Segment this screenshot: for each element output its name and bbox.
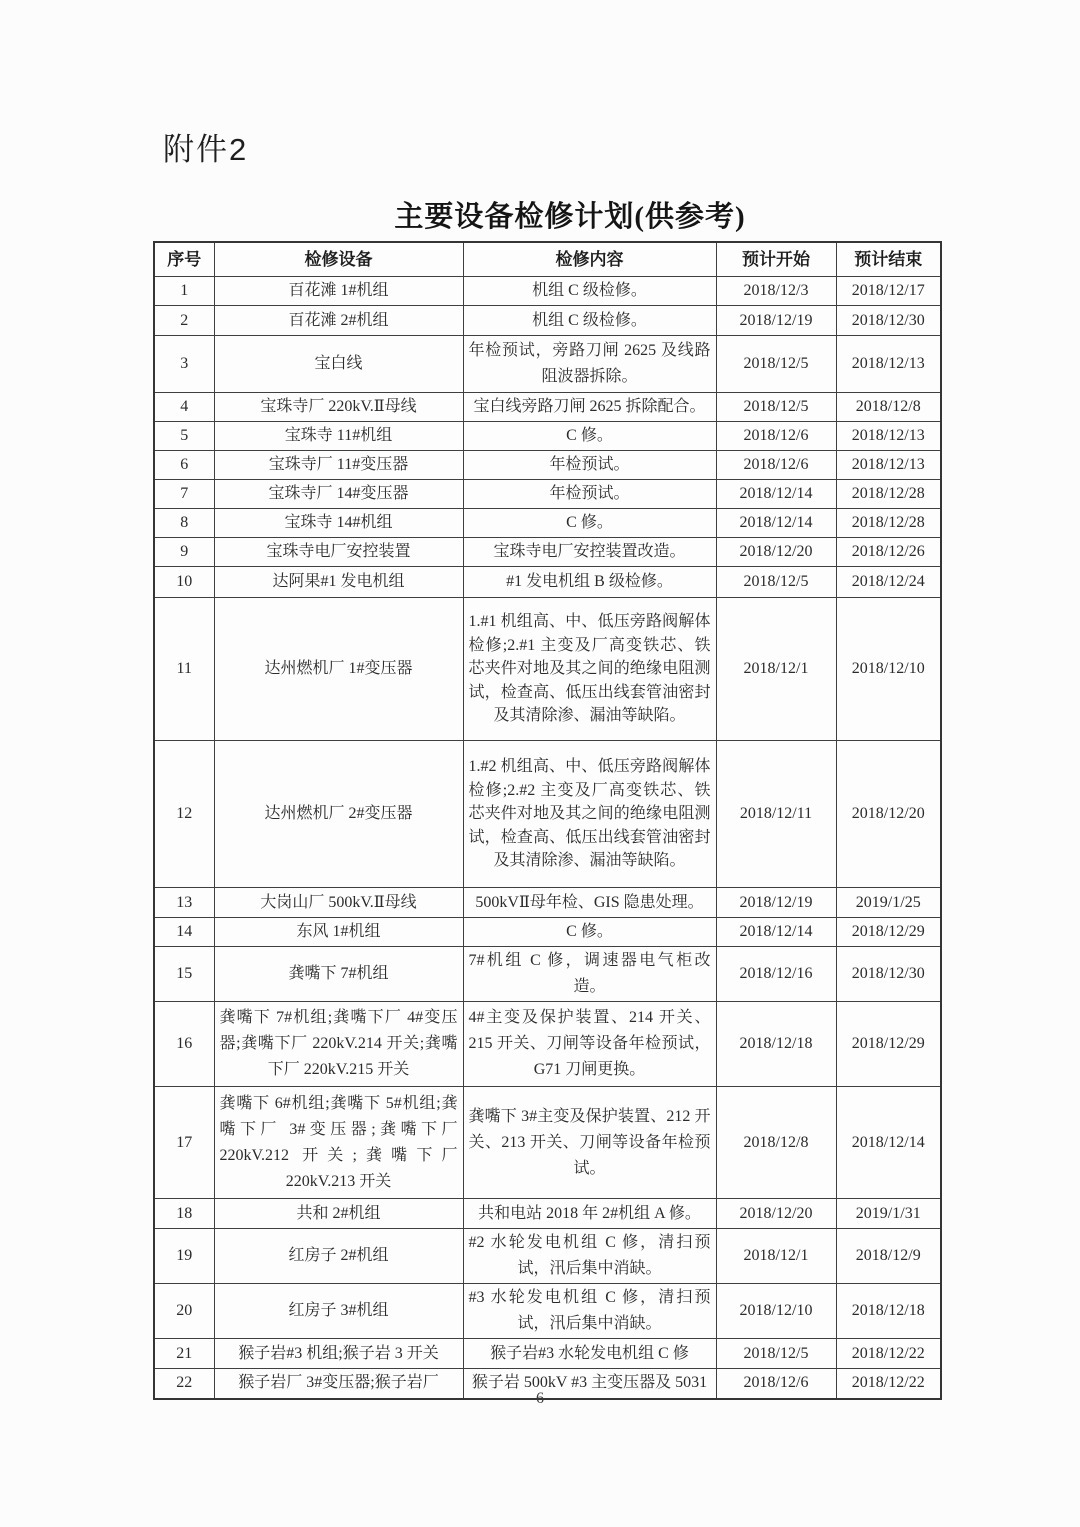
table-header	[154, 242, 941, 277]
cell-device: 龚嘴下 6#机组;龚嘴下 5#机组;龚嘴下厂 3#变压器;龚嘴下厂 220kV.212 开关;龚嘴下厂 220kV.213 开关	[214, 1087, 463, 1199]
cell-end: 2018/12/28	[836, 509, 941, 538]
cell-end: 2018/12/13	[836, 336, 941, 393]
cell-start: 2018/12/10	[716, 1284, 836, 1339]
table-row	[154, 393, 941, 422]
cell-device: 宝珠寺 14#机组	[214, 509, 463, 538]
table-row	[154, 336, 941, 393]
table-row	[154, 918, 941, 947]
cell-content: 7#机组 C 修，调速器电气柜改造。	[463, 947, 716, 1002]
column-header-start: 预计开始	[716, 242, 836, 277]
cell-end: 2018/12/22	[836, 1339, 941, 1369]
cell-device: 龚嘴下 7#机组;龚嘴下厂 4#变压器;龚嘴下厂 220kV.214 开关;龚嘴下厂 220kV.215 开关	[214, 1002, 463, 1087]
cell-start: 2018/12/5	[716, 336, 836, 393]
column-header-end: 预计结束	[836, 242, 941, 277]
cell-content: 1.#1 机组高、中、低压旁路阀解体检修;2.#1 主变及厂高变铁芯、铁芯夹件对地及其之间的绝缘电阻测试，检查高、低压出线套管油密封及其清除渗、漏油等缺陷。	[463, 598, 716, 741]
cell-content: 年检预试。	[463, 480, 716, 509]
cell-end: 2018/12/20	[836, 741, 941, 888]
cell-device: 宝珠寺 11#机组	[214, 422, 463, 451]
cell-no: 20	[154, 1284, 214, 1339]
cell-content: 宝珠寺电厂安控装置改造。	[463, 538, 716, 567]
cell-content: #2 水轮发电机组 C 修，清扫预试，汛后集中消缺。	[463, 1229, 716, 1284]
cell-no: 16	[154, 1002, 214, 1087]
header-row	[154, 242, 941, 277]
cell-start: 2018/12/8	[716, 1087, 836, 1199]
page-title: 主要设备检修计划(供参考)	[394, 201, 746, 233]
cell-no: 3	[154, 336, 214, 393]
cell-start: 2018/12/6	[716, 1369, 836, 1399]
cell-device: 百花滩 2#机组	[214, 306, 463, 336]
cell-content: 年检预试，旁路刀闸 2625 及线路阻波器拆除。	[463, 336, 716, 393]
cell-no: 17	[154, 1087, 214, 1199]
page-number: 6	[536, 1390, 544, 1407]
cell-content: 1.#2 机组高、中、低压旁路阀解体检修;2.#2 主变及厂高变铁芯、铁芯夹件对地及其之间的绝缘电阻测试，检查高、低压出线套管油密封及其清除渗、漏油等缺陷。	[463, 741, 716, 888]
cell-device: 红房子 2#机组	[214, 1229, 463, 1284]
cell-start: 2018/12/20	[716, 1199, 836, 1229]
cell-start: 2018/12/6	[716, 451, 836, 480]
cell-no: 10	[154, 567, 214, 598]
cell-end: 2019/1/31	[836, 1199, 941, 1229]
column-header-no: 序号	[154, 242, 214, 277]
cell-content: 宝白线旁路刀闸 2625 拆除配合。	[463, 393, 716, 422]
cell-device: 百花滩 1#机组	[214, 277, 463, 306]
cell-start: 2018/12/14	[716, 480, 836, 509]
cell-no: 11	[154, 598, 214, 741]
table-body	[154, 277, 941, 1399]
table-row	[154, 1199, 941, 1229]
cell-end: 2018/12/13	[836, 451, 941, 480]
cell-end: 2018/12/30	[836, 306, 941, 336]
cell-end: 2018/12/9	[836, 1229, 941, 1284]
table-row	[154, 947, 941, 1002]
cell-start: 2018/12/1	[716, 1229, 836, 1284]
cell-end: 2018/12/13	[836, 422, 941, 451]
cell-content: 猴子岩 500kV #3 主变压器及 5031	[463, 1369, 716, 1399]
cell-end: 2018/12/26	[836, 538, 941, 567]
cell-content: 4#主变及保护装置、214 开关、215 开关、刀闸等设备年检预试，G71 刀闸更换。	[463, 1002, 716, 1087]
cell-device: 达州燃机厂 1#变压器	[214, 598, 463, 741]
cell-device: 龚嘴下 7#机组	[214, 947, 463, 1002]
cell-device: 宝珠寺电厂安控装置	[214, 538, 463, 567]
cell-no: 6	[154, 451, 214, 480]
cell-content: 机组 C 级检修。	[463, 277, 716, 306]
cell-content: 共和电站 2018 年 2#机组 A 修。	[463, 1199, 716, 1229]
cell-no: 8	[154, 509, 214, 538]
cell-start: 2018/12/20	[716, 538, 836, 567]
column-header-device: 检修设备	[214, 242, 463, 277]
cell-device: 共和 2#机组	[214, 1199, 463, 1229]
cell-content: 龚嘴下 3#主变及保护装置、212 开关、213 开关、刀闸等设备年检预试。	[463, 1087, 716, 1199]
cell-content: #3 水轮发电机组 C 修，清扫预试，汛后集中消缺。	[463, 1284, 716, 1339]
cell-no: 21	[154, 1339, 214, 1369]
cell-device: 猴子岩#3 机组;猴子岩 3 开关	[214, 1339, 463, 1369]
cell-device: 达州燃机厂 2#变压器	[214, 741, 463, 888]
cell-device: 宝珠寺厂 14#变压器	[214, 480, 463, 509]
cell-content: C 修。	[463, 509, 716, 538]
cell-start: 2018/12/18	[716, 1002, 836, 1087]
cell-no: 1	[154, 277, 214, 306]
cell-start: 2018/12/5	[716, 1339, 836, 1369]
table-row	[154, 1284, 941, 1339]
cell-content: 年检预试。	[463, 451, 716, 480]
cell-content: 机组 C 级检修。	[463, 306, 716, 336]
table-row	[154, 1002, 941, 1087]
cell-end: 2018/12/22	[836, 1369, 941, 1399]
cell-no: 14	[154, 918, 214, 947]
cell-end: 2018/12/24	[836, 567, 941, 598]
table-row	[154, 598, 941, 741]
table-row	[154, 1229, 941, 1284]
cell-content: #1 发电机组 B 级检修。	[463, 567, 716, 598]
cell-device: 大岗山厂 500kV.Ⅱ母线	[214, 888, 463, 918]
table-row	[154, 509, 941, 538]
column-header-content: 检修内容	[463, 242, 716, 277]
table-row	[154, 422, 941, 451]
cell-content: C 修。	[463, 422, 716, 451]
cell-device: 宝白线	[214, 336, 463, 393]
cell-start: 2018/12/11	[716, 741, 836, 888]
cell-start: 2018/12/16	[716, 947, 836, 1002]
cell-end: 2018/12/30	[836, 947, 941, 1002]
cell-device: 宝珠寺厂 11#变压器	[214, 451, 463, 480]
cell-end: 2018/12/8	[836, 393, 941, 422]
table-row	[154, 567, 941, 598]
cell-start: 2018/12/19	[716, 306, 836, 336]
cell-no: 19	[154, 1229, 214, 1284]
cell-no: 7	[154, 480, 214, 509]
cell-end: 2018/12/29	[836, 1002, 941, 1087]
cell-no: 2	[154, 306, 214, 336]
cell-end: 2018/12/18	[836, 1284, 941, 1339]
cell-no: 18	[154, 1199, 214, 1229]
cell-no: 15	[154, 947, 214, 1002]
cell-content: 500kVⅡ母年检、GIS 隐患处理。	[463, 888, 716, 918]
table-row	[154, 451, 941, 480]
table-row	[154, 1339, 941, 1369]
cell-no: 12	[154, 741, 214, 888]
cell-end: 2018/12/28	[836, 480, 941, 509]
cell-start: 2018/12/6	[716, 422, 836, 451]
cell-end: 2019/1/25	[836, 888, 941, 918]
cell-no: 4	[154, 393, 214, 422]
table-row	[154, 306, 941, 336]
cell-no: 5	[154, 422, 214, 451]
cell-end: 2018/12/14	[836, 1087, 941, 1199]
cell-start: 2018/12/14	[716, 509, 836, 538]
cell-start: 2018/12/14	[716, 918, 836, 947]
table-row	[154, 277, 941, 306]
cell-end: 2018/12/10	[836, 598, 941, 741]
cell-content: 猴子岩#3 水轮发电机组 C 修	[463, 1339, 716, 1369]
cell-device: 猴子岩厂 3#变压器;猴子岩厂	[214, 1369, 463, 1399]
table-row	[154, 480, 941, 509]
table-row	[154, 1087, 941, 1199]
cell-start: 2018/12/1	[716, 598, 836, 741]
cell-no: 13	[154, 888, 214, 918]
cell-end: 2018/12/29	[836, 918, 941, 947]
cell-no: 9	[154, 538, 214, 567]
cell-start: 2018/12/3	[716, 277, 836, 306]
cell-start: 2018/12/19	[716, 888, 836, 918]
cell-start: 2018/12/5	[716, 567, 836, 598]
maintenance-plan-table	[153, 241, 942, 1400]
table-row	[154, 538, 941, 567]
cell-device: 红房子 3#机组	[214, 1284, 463, 1339]
cell-device: 达阿果#1 发电机组	[214, 567, 463, 598]
cell-end: 2018/12/17	[836, 277, 941, 306]
cell-content: C 修。	[463, 918, 716, 947]
table-row	[154, 888, 941, 918]
cell-device: 宝珠寺厂 220kV.Ⅱ母线	[214, 393, 463, 422]
table-row	[154, 741, 941, 888]
cell-no: 22	[154, 1369, 214, 1399]
cell-device: 东风 1#机组	[214, 918, 463, 947]
cell-start: 2018/12/5	[716, 393, 836, 422]
attachment-label: 附件2	[163, 132, 249, 167]
